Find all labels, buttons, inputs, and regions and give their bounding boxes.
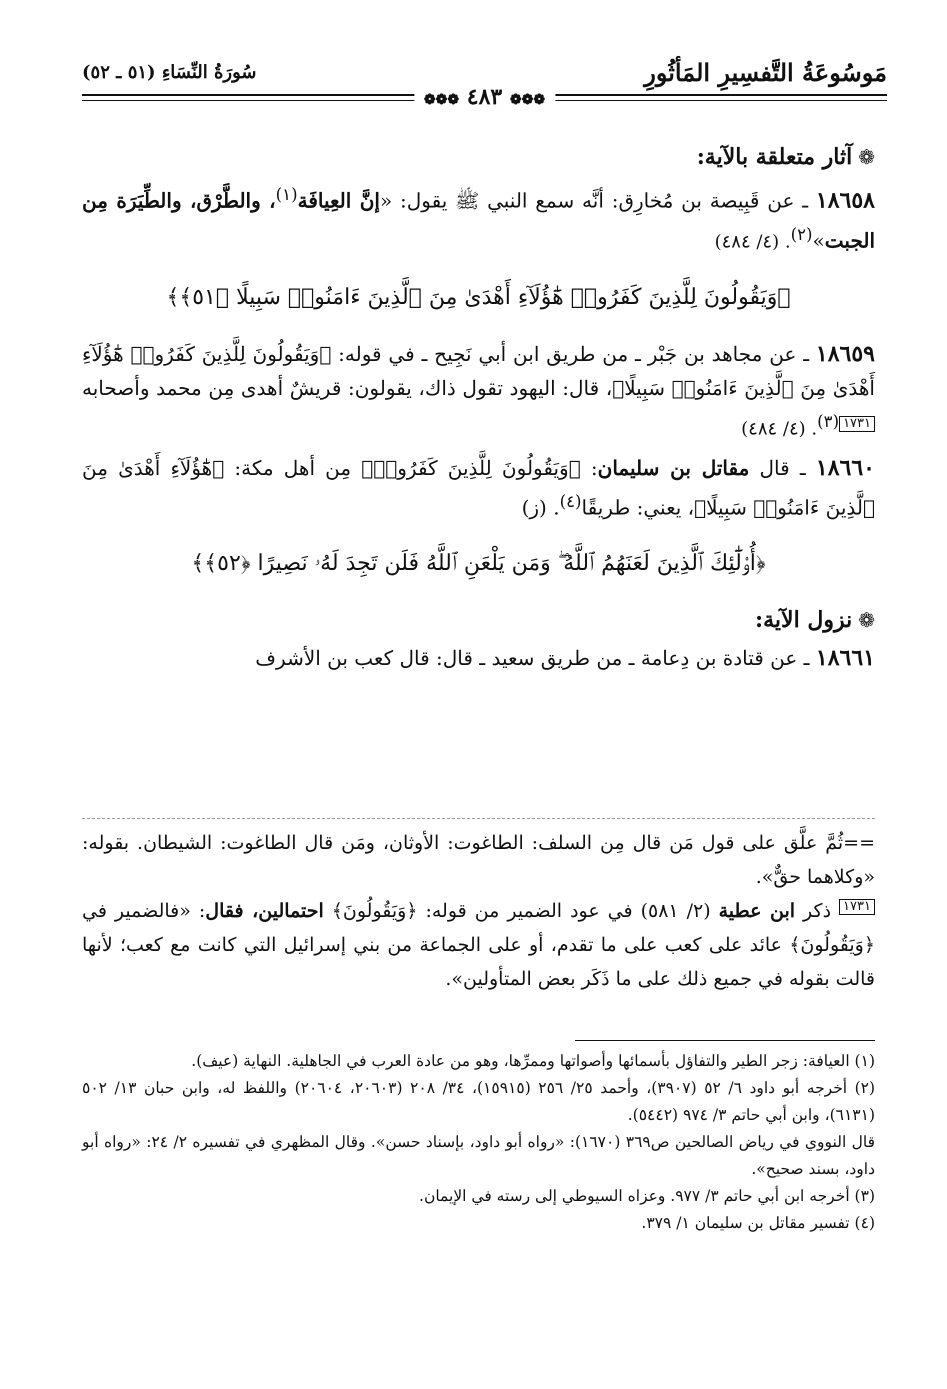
narration-number: ١٨٦٦٠ bbox=[815, 454, 875, 481]
hadith-quote: إنَّ العِيافَة bbox=[297, 188, 380, 213]
footnote-1: (١) العيافة: زجر الطير والتفاؤل بأسمائها وأصواتها وممرِّها، وهو من عادة العرب في الجاهلية. النهاية (عيف). bbox=[191, 1052, 875, 1070]
narration-number: ١٨٦٥٨ bbox=[815, 187, 875, 214]
footnote-ref[interactable]: (٤) bbox=[559, 491, 582, 511]
narration-number: ١٨٦٦١ bbox=[815, 644, 875, 671]
footnote-rule bbox=[575, 1040, 875, 1041]
commentary-1731: ١٧٣١ ذكر ابن عطية (٢/ ٥٨١) في عود الضمير من قوله: ﴿وَيَقُولُونَ﴾ احتمالين، فقال: «فالضمير في ﴿وَيَقُولُونَ﴾ عائد على كعب على ما تقدم، أو على الجماعة من بني إسرائيل التي كانت مع كعب؛ لأنها قالت بقوله في جميع ذلك على ما ذَكَر بعض المتأولين». bbox=[82, 898, 875, 990]
section-heading: ❁آثار متعلقة بالآية: bbox=[696, 144, 875, 170]
commentary-notes bbox=[82, 826, 875, 996]
ornament-icon: ❁❁❁ bbox=[423, 92, 460, 108]
narration-18661: ١٨٦٦١ ـ عن قتادة بن دِعامة ـ من طريق سعيد ـ قال: قال كعب بن الأشرف bbox=[255, 644, 875, 671]
main-text bbox=[82, 140, 875, 675]
page-number: ٤٨٣ bbox=[466, 84, 503, 110]
footnote-ref[interactable]: (٣) bbox=[817, 412, 840, 432]
narration-number: ١٨٦٥٩ bbox=[815, 341, 875, 368]
footnotes bbox=[82, 1048, 875, 1237]
divider bbox=[82, 818, 875, 819]
footnote-4: (٤) تفسير مقاتل بن سليمان ١/ ٣٧٩. bbox=[641, 1214, 875, 1232]
book-title: مَوسُوعَةُ التَّفسِيرِ المَأثُورِ bbox=[644, 58, 887, 87]
commentary-line: ==ثُمَّ علَّق على قول مَن قال مِن السلف: الطاغوت: الأوثان، ومَن قال الطاغوت: الشيطان. بقوله: «وكلاهما حقٌّ». bbox=[82, 832, 875, 888]
ayah-51: ﴿وَيَقُولُونَ لِلَّذِينَ كَفَرُوا۟ هَٰٓؤُلَآءِ أَهْدَىٰ مِنَ ٱلَّذِينَ ءَامَنُوا۟ سَبِيلًا ﴿٥١﴾﴾ bbox=[166, 285, 791, 311]
commentary-tag: ١٧٣١ bbox=[839, 899, 875, 915]
volume-ref: . (٤/ ٤٨٤) bbox=[741, 418, 818, 440]
narration-18658: ١٨٦٥٨ ـ عن قَبِيصة بن مُخارِق: أنَّه سمع النبي ﷺ يقول: «إنَّ العِيافَة$^{(١)}$، والطَّرْق، والطِّيَرَة مِن الجبت»$^{(٢)}$. (٤/ ٤٨٤) bbox=[82, 185, 875, 253]
ornament-icon: ❁❁❁ bbox=[509, 92, 546, 108]
scholar-name: ابن عطية bbox=[718, 900, 796, 922]
flower-icon: ❁ bbox=[858, 145, 875, 169]
narration-18659: ١٨٦٥٩ ـ عن مجاهد بن جَبْر ـ من طريق ابن أبي نَجِيح ـ في قوله: ﴿وَيَقُولُونَ لِلَّذِينَ كَفَرُوا۟ هَٰٓؤُلَآءِ أَهْدَىٰ مِنَ ٱلَّذِينَ ءَامَنُوا۟ سَبِيلًا﴾، قال: اليهود تقول ذاك، يقولون: قريشٌ أهدى مِن محمد وأصحابه١٧٣١$^{(٣)}$. (٤/ ٤٨٤) bbox=[82, 341, 875, 440]
footnote-2-cont: قال النووي في رياض الصالحين ص٣٦٩ (١٦٧٠): «رواه أبو داود، بإسناد حسن». وقال المظهري في تفسيره ٢/ ٢٤: «رواه أبو داود، بسند صحيح». bbox=[82, 1133, 875, 1178]
narration-18660: ١٨٦٦٠ ـ قال مقاتل بن سليمان: ﴿وَيَقُولُونَ لِلَّذِينَ كَفَرُوا۟﴾ مِن أهل مكة: ﴿هَٰٓؤُلَآءِ أَهْدَىٰ مِنَ ٱلَّذِينَ ءَامَنُوا۟ سَبِيلًا﴾، يعني: طريقًا$^{(٤)}$. (ز) bbox=[82, 454, 875, 520]
source-code: . (ز) bbox=[521, 495, 560, 520]
footnote-ref[interactable]: (٢) bbox=[790, 224, 813, 244]
page-number-box bbox=[414, 84, 555, 110]
narrator-name: مقاتل بن سليمان bbox=[597, 455, 750, 480]
section-heading: ❁نزول الآية: bbox=[755, 606, 875, 633]
footnote-3: (٣) أخرجه ابن أبي حاتم ٣/ ٩٧٧. وعزاه السيوطي إلى رسته في الإيمان. bbox=[419, 1187, 875, 1205]
commentary-tag[interactable]: ١٧٣١ bbox=[839, 416, 875, 432]
volume-ref: . (٤/ ٤٨٤) bbox=[714, 231, 791, 253]
ayah-52: ﴿أُو۟لَٰٓئِكَ ٱلَّذِينَ لَعَنَهُمُ ٱللَّهُ ۖ وَمَن يَلْعَنِ ٱللَّهُ فَلَن تَجِدَ لَهُۥ نَصِيرًا ﴿٥٢﴾﴾ bbox=[191, 550, 766, 576]
footnote-2: (٢) أخرجه أبو داود ٦/ ٥٢ (٣٩٠٧)، وأحمد ٢٥/ ٢٥٦ (١٥٩١٥)، ٣٤/ ٢٠٨ (٢٠٦٠٣، ٢٠٦٠٤) واللفظ له، وابن حبان ١٣/ ٥٠٢ (٦١٣١)، وابن أبي حاتم ٣/ ٩٧٤ (٥٤٤٢). bbox=[82, 1079, 876, 1124]
surah-label: سُورَةُ النِّسَاءِ (٥١ ـ ٥٢) bbox=[82, 62, 257, 83]
flower-icon: ❁ bbox=[858, 607, 875, 632]
footnote-ref[interactable]: (١) bbox=[275, 185, 298, 204]
page-header bbox=[82, 40, 887, 110]
